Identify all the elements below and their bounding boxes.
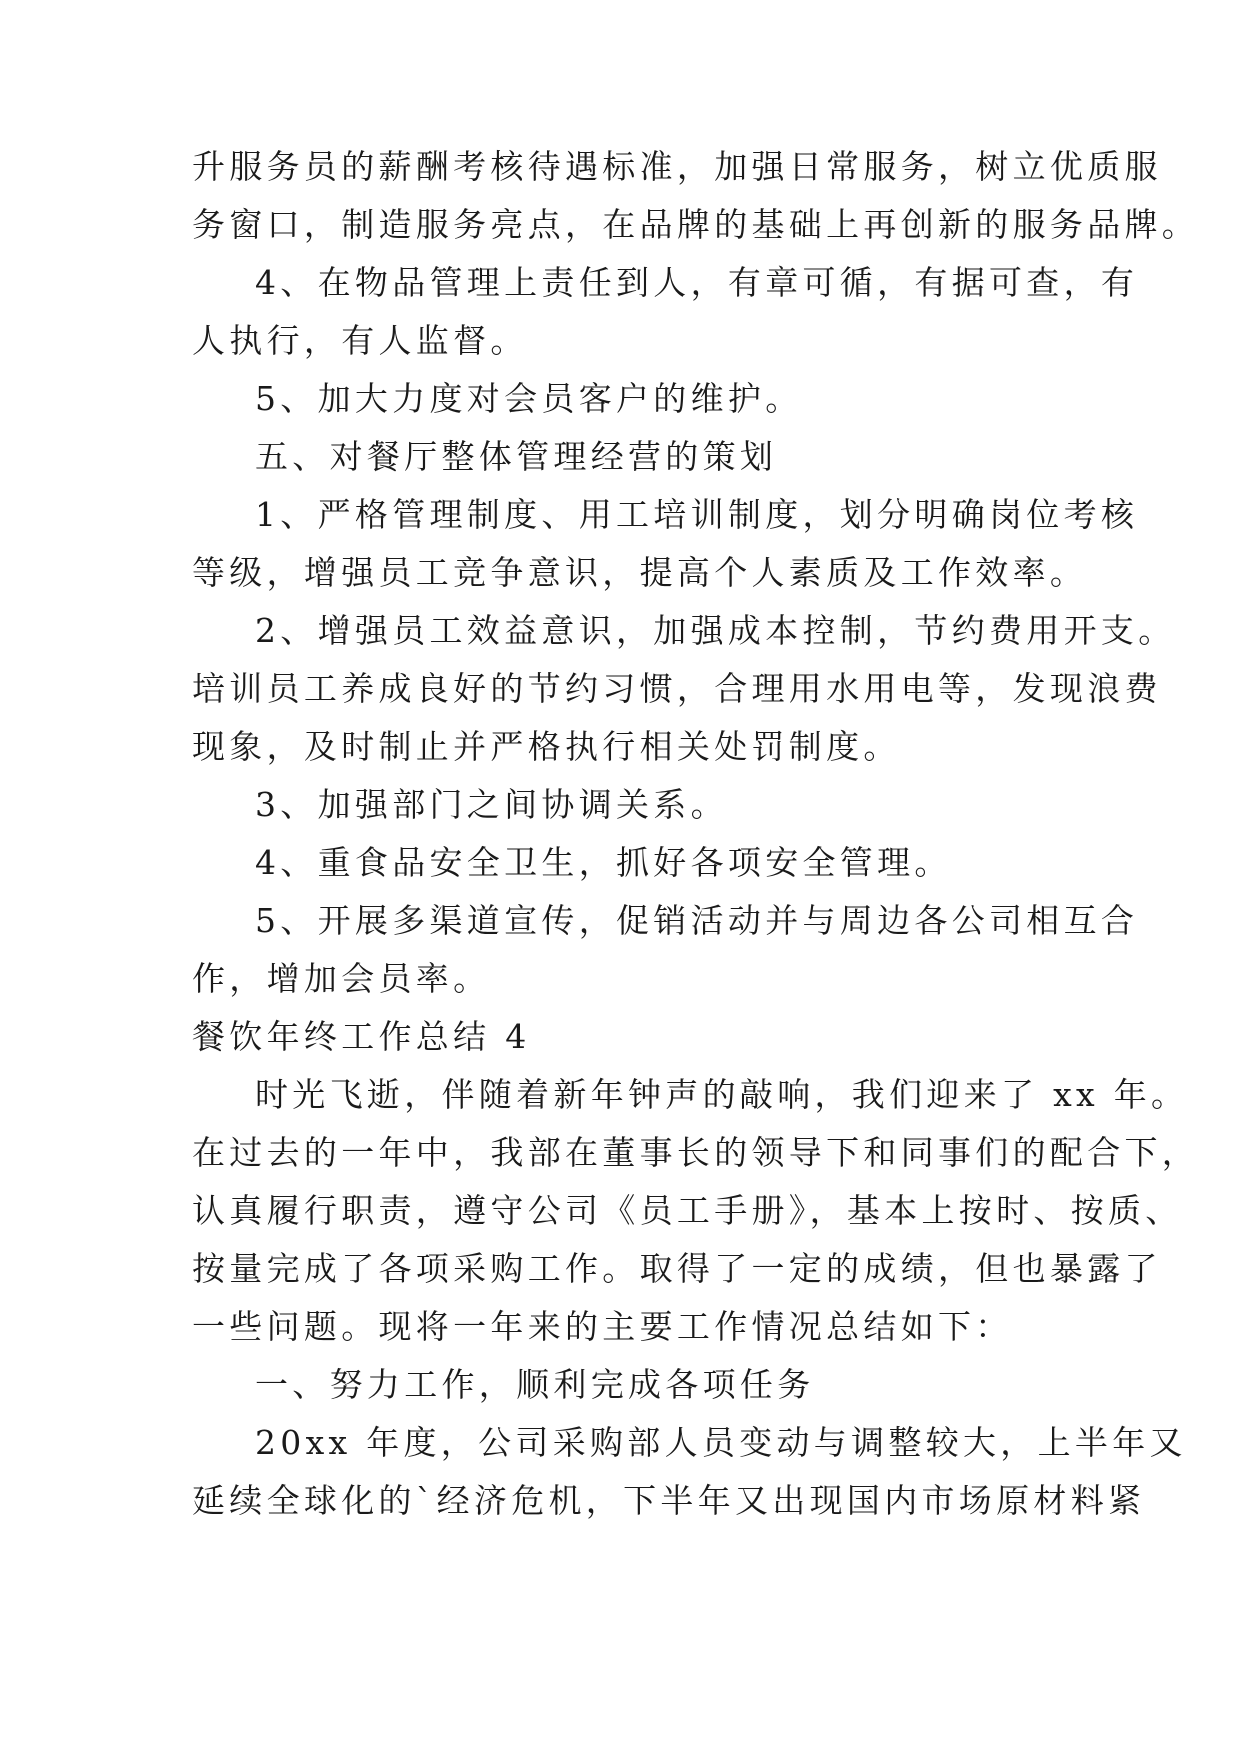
paragraph-line: 在过去的一年中，我部在董事长的领导下和同事们的配合下，: [192, 1133, 1200, 1172]
paragraph-line: 延续全球化的`经济危机，下半年又出现国内市场原材料紧: [192, 1481, 1146, 1520]
paragraph-line: 升服务员的薪酬考核待遇标准，加强日常服务，树立优质服: [192, 147, 1162, 186]
paragraph-line: 20xx 年度，公司采购部人员变动与调整较大，上半年又: [255, 1423, 1187, 1462]
article-title: 餐饮年终工作总结 4: [192, 1017, 531, 1056]
paragraph-line: 3、加强部门之间协调关系。: [255, 785, 728, 824]
section-heading: 五、对餐厅整体管理经营的策划: [255, 437, 778, 476]
paragraph-line: 现象，及时制止并严格执行相关处罚制度。: [192, 727, 901, 766]
paragraph-line: 4、重食品安全卫生，抓好各项安全管理。: [255, 843, 952, 882]
paragraph-line: 等级，增强员工竞争意识，提高个人素质及工作效率。: [192, 553, 1088, 592]
paragraph-line: 2、增强员工效益意识，加强成本控制，节约费用开支。: [255, 611, 1176, 650]
paragraph-line: 人执行，有人监督。: [192, 321, 528, 360]
paragraph-line: 按量完成了各项采购工作。取得了一定的成绩，但也暴露了: [192, 1249, 1162, 1288]
paragraph-line: 5、加大力度对会员客户的维护。: [255, 379, 803, 418]
paragraph-line: 时光飞逝，伴随着新年钟声的敲响，我们迎来了 xx 年。: [255, 1075, 1189, 1114]
paragraph-line: 4、在物品管理上责任到人，有章可循，有据可查，有: [255, 263, 1139, 302]
paragraph-line: 作，增加会员率。: [192, 959, 491, 998]
paragraph-line: 务窗口，制造服务亮点，在品牌的基础上再创新的服务品牌。: [192, 205, 1200, 244]
paragraph-line: 1、严格管理制度、用工培训制度，划分明确岗位考核: [255, 495, 1139, 534]
paragraph-line: 5、开展多渠道宣传，促销活动并与周边各公司相互合: [255, 901, 1139, 940]
paragraph-line: 一些问题。现将一年来的主要工作情况总结如下：: [192, 1307, 1013, 1346]
section-heading: 一、努力工作，顺利完成各项任务: [255, 1365, 815, 1404]
paragraph-line: 培训员工养成良好的节约习惯，合理用水用电等，发现浪费: [192, 669, 1162, 708]
paragraph-line: 认真履行职责，遵守公司《员工手册》，基本上按时、按质、: [192, 1191, 1183, 1230]
